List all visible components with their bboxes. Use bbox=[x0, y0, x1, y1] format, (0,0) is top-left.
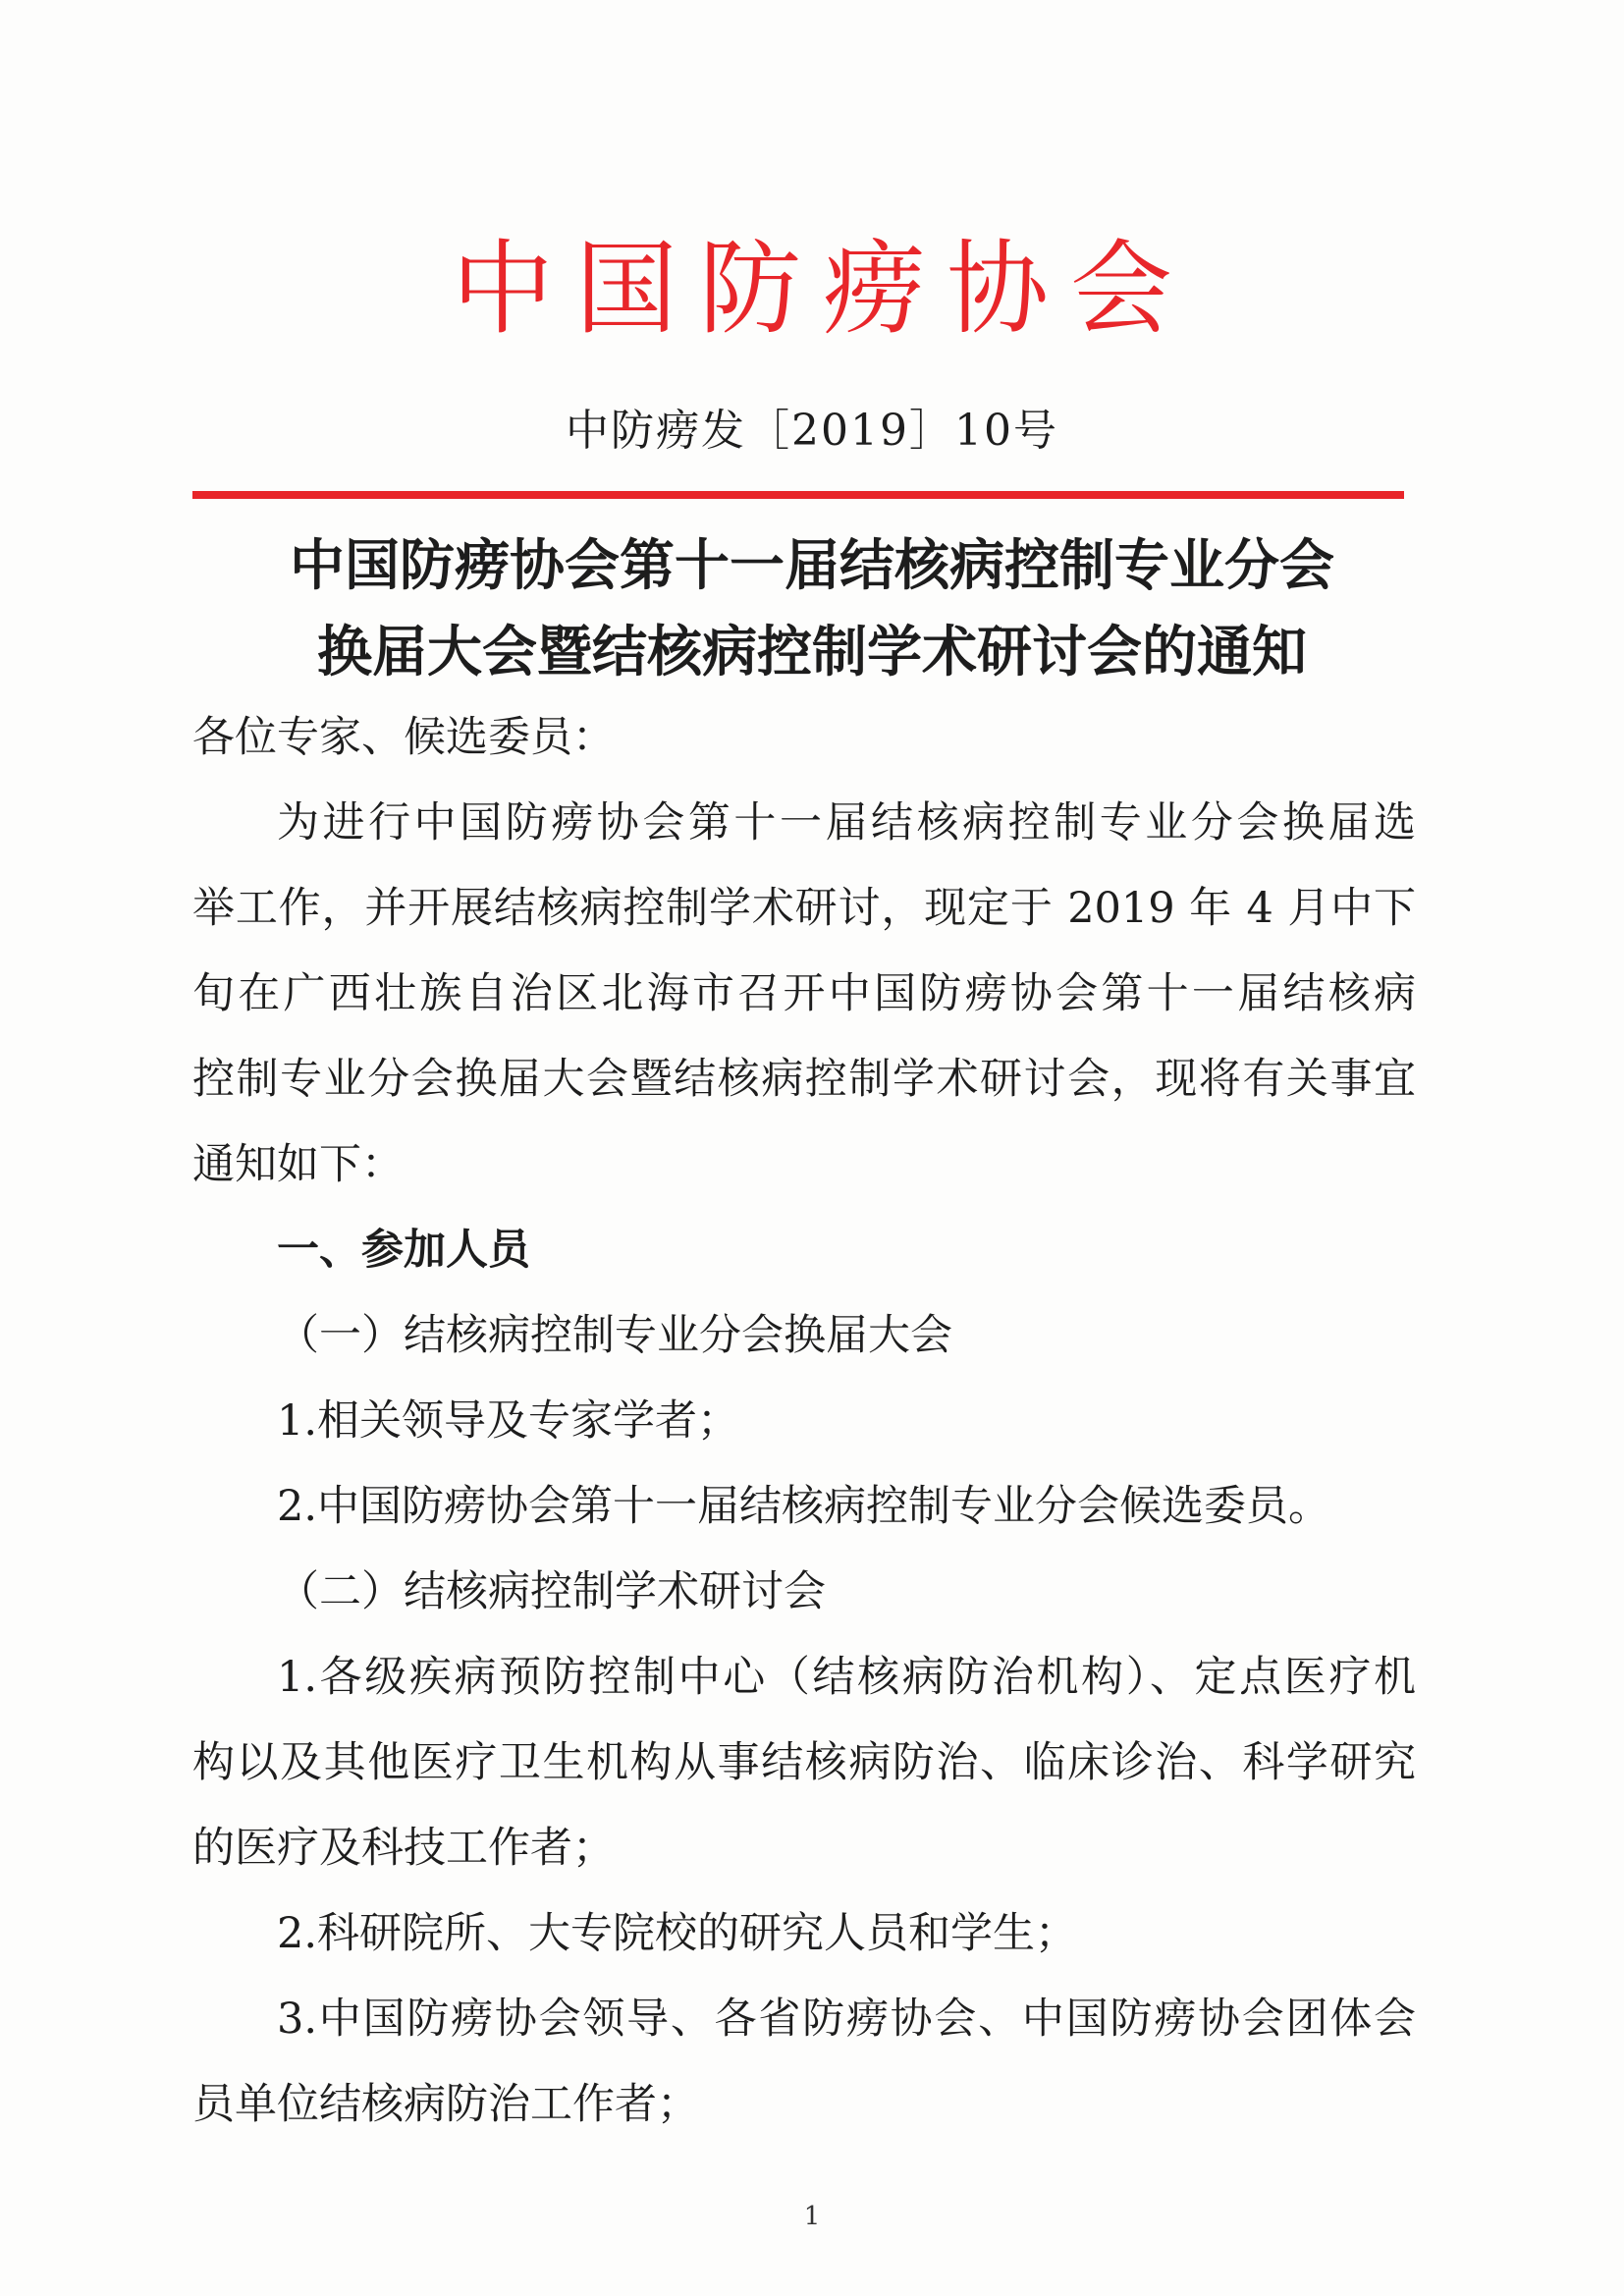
subsection-heading-election: （一）结核病控制专业分会换届大会 bbox=[277, 1311, 952, 1360]
intro-line: 举工作，并开展结核病控制学术研讨，现定于 2019 年 4 月中下 bbox=[192, 884, 1416, 933]
intro-line: 通知如下： bbox=[192, 1140, 404, 1189]
list-item: 3.中国防痨协会领导、各省防痨协会、中国防痨协会团体会 bbox=[277, 1995, 1416, 2044]
list-item: 2.科研院所、大专院校的研究人员和学生； bbox=[277, 1909, 1078, 1958]
notice-title-line-1: 中国防痨协会第十一届结核病控制专业分会 bbox=[290, 533, 1334, 598]
document-number: 中防痨发［2019］10号 bbox=[566, 406, 1058, 456]
section-heading-participants: 一、参加人员 bbox=[277, 1226, 530, 1275]
intro-line: 为进行中国防痨协会第十一届结核病控制专业分会换届选 bbox=[277, 798, 1416, 847]
intro-line: 控制专业分会换届大会暨结核病控制学术研讨会，现将有关事宜 bbox=[192, 1055, 1416, 1104]
list-item-continuation: 构以及其他医疗卫生机构从事结核病防治、临床诊治、科学研究 bbox=[192, 1738, 1416, 1787]
letterhead-red-rule bbox=[192, 491, 1404, 499]
list-item-continuation: 的医疗及科技工作者； bbox=[192, 1824, 615, 1873]
salutation: 各位专家、候选委员： bbox=[192, 713, 615, 762]
list-item: 1.各级疾病预防控制中心（结核病防治机构）、定点医疗机 bbox=[277, 1653, 1416, 1702]
subsection-heading-symposium: （二）结核病控制学术研讨会 bbox=[277, 1567, 826, 1616]
letterhead-org-name: 中国防痨协会 bbox=[451, 229, 1194, 349]
intro-line: 旬在广西壮族自治区北海市召开中国防痨协会第十一届结核病 bbox=[192, 969, 1416, 1018]
page-number: 1 bbox=[803, 2202, 821, 2231]
list-item-continuation: 员单位结核病防治工作者； bbox=[192, 2080, 699, 2129]
notice-title-line-2: 换届大会暨结核病控制学术研讨会的通知 bbox=[317, 620, 1307, 684]
list-item: 2.中国防痨协会第十一届结核病控制专业分会候选委员。 bbox=[277, 1482, 1331, 1531]
list-item: 1.相关领导及专家学者； bbox=[277, 1396, 740, 1446]
